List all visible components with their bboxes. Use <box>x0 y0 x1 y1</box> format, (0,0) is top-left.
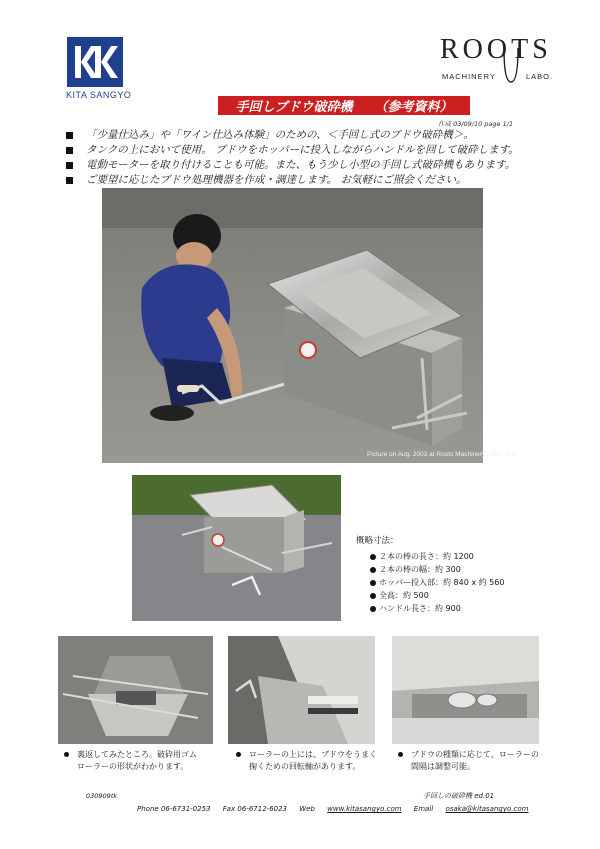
document-title-footer: 手回しの破砕機 ed.01 <box>423 792 495 800</box>
roots-machinery-logo <box>440 34 555 94</box>
dimensions-title: 概略寸法： <box>356 536 399 546</box>
side-view-photo <box>132 475 341 621</box>
document-code: 030909tk <box>86 792 118 800</box>
title-tag: （参考資料） <box>374 100 453 115</box>
main-photo <box>102 188 483 463</box>
caption-roller: ローラーの上には、ブドウをうまく 掬くための回転軸があります。 <box>236 749 377 773</box>
square-bullet-icon <box>66 177 73 184</box>
caption-underside: 裏返してみたところ。破砕用ゴム ローラーの形状がわかります。 <box>64 749 197 773</box>
title-banner <box>218 96 470 115</box>
dimensions-list <box>356 534 504 615</box>
list-item: ハンドル長さ：約 900 <box>370 602 504 615</box>
square-bullet-icon <box>66 132 73 139</box>
dot-bullet-icon <box>370 580 376 586</box>
dot-bullet-icon <box>64 752 69 757</box>
kita-sangyo-logo <box>67 37 123 87</box>
list-item: 全高：約 500 <box>370 589 504 602</box>
dot-bullet-icon <box>370 554 376 560</box>
kk-logo-icon <box>71 41 119 83</box>
list-item: ２本の棒の長さ：約 1200 <box>370 550 504 563</box>
roots-logo-sub-right: LABO. <box>526 72 554 81</box>
dot-bullet-icon <box>370 606 376 612</box>
list-item: タンクの上において使用。 ブドウをホッパーに投入しながらハンドルを回して破砕します。 <box>66 143 546 158</box>
email-link[interactable]: osaka@kitasangyo.com <box>445 805 529 813</box>
email-label: Email <box>413 805 434 813</box>
web-label: Web <box>299 805 315 813</box>
list-item: 「少量仕込み」や「ワイン仕込み体験」のための、＜手回し式のブドウ破砕機＞。 <box>66 128 546 143</box>
list-item: ２本の棒の幅：約 300 <box>370 563 504 576</box>
list-item: ホッパー投入部：約 840 x 約 560 <box>370 576 504 589</box>
dot-bullet-icon <box>398 752 403 757</box>
square-bullet-icon <box>66 147 73 154</box>
dot-bullet-icon <box>370 593 376 599</box>
contact-line <box>137 805 528 813</box>
page-title: 手回しブドウ破砕機 <box>235 100 353 115</box>
fax-number: Fax 06-6712-6023 <box>222 805 288 813</box>
phone-number: Phone 06-6731-0253 <box>137 805 211 813</box>
caption-gap-adjust: ブドウの種類に応じて、ローラーの 間隔は調整可能。 <box>398 749 539 773</box>
document-meta: 作成 03/09/10 page 1/1 <box>438 120 514 128</box>
roots-loop-icon <box>500 42 522 88</box>
gap-adjust-photo <box>392 636 539 744</box>
dot-bullet-icon <box>370 567 376 573</box>
website-link[interactable]: www.kitasangyo.com <box>327 805 402 813</box>
list-item: ご要望に応じたブドウ処理機器を作成・調達します。 お気軽にご照会ください。 <box>66 173 546 188</box>
dot-bullet-icon <box>236 752 241 757</box>
roots-logo-word: ROOTS <box>440 34 552 65</box>
list-item: 電動モーターを取り付けることも可能。また、もう少し小型の手回し式破砕機もあります。 <box>66 158 546 173</box>
company-name: KITA SANGYO <box>66 90 132 100</box>
roots-logo-sub-left: MACHINERY <box>442 72 496 81</box>
feature-list <box>66 128 546 188</box>
underside-photo <box>58 636 213 744</box>
photo-caption: Picture on Aug. 2003 at Roots Machinery Labs., Inc. <box>367 451 517 458</box>
square-bullet-icon <box>66 162 73 169</box>
roller-photo <box>228 636 375 744</box>
